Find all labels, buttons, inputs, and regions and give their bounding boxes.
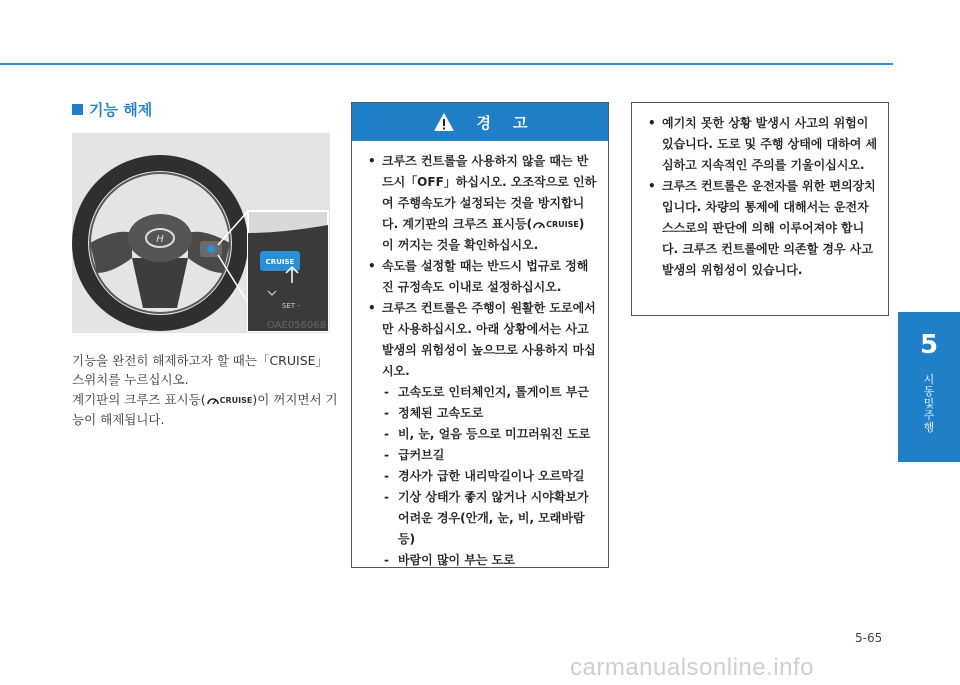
warning-continued-item-2: • 크루즈 컨트롤은 운전자를 위한 편의장치입니다. 차량의 통제에 대해서는 운전자 스스로의 판단에 의해 이루어져야 합니다. 크루즈 컨트롤에만 의존할 경우 사고 발생의 위험성이 있습니다. [648,176,878,281]
warning-sub-item: - 정체된 고속도로 [382,403,598,424]
warning-list [352,151,608,571]
cruise-button-label: CRUISE [265,258,295,266]
cruise-indicator-text: CRUISE [219,396,253,405]
page-number: 5-65 [855,631,883,645]
section-title-text: 기능 해제 [89,101,153,119]
warning-sub-item: - 바람이 많이 부는 도로 [382,550,598,571]
chapter-number: 5 [919,330,939,360]
chapter-label: 시동 및 주행 [923,373,935,434]
warning-triangle-icon [433,112,455,132]
body-paragraph-2-end: )이 꺼지면서 기능이 해제됩니다. [72,392,338,427]
warning-item-2: • 속도를 설정할 때는 반드시 법규로 정해진 규정속도 이내로 설정하십시오. [368,256,598,298]
body-paragraph-2-start: 계기판의 크루즈 표시등( [72,392,206,407]
steering-wheel-figure [72,133,330,333]
cruise-indicator-text: CRUISE [546,220,579,229]
figure-code: OAE056068 [266,320,326,331]
warning-box [351,102,609,568]
steering-wheel-illustration [72,133,330,333]
warning-sub-item: - 비, 눈, 얼음 등으로 미끄러워진 도로 [382,424,598,445]
warning-item-1-end: ) 이 꺼지는 것을 확인하십시오. [382,217,585,252]
watermark: carmanualsonline.info [570,654,814,681]
warning-sub-item: - 기상 상태가 좋지 않거나 시야확보가 어려운 경우(안개, 눈, 비, 모래바람 등) [382,487,598,550]
warning-item-1 [368,151,598,256]
warning-header [352,103,608,141]
warning-item-3 [368,298,598,571]
warning-item-1-start: 크루즈 컨트롤을 사용하지 않을 때는 반드시「OFF」하십시오. 오조작으로 인하여 주행속도가 설정되는 것을 방지합니다. 계기판의 크루즈 표시등( [382,154,597,231]
set-button-label: SET - [282,302,300,310]
warning-sub-list [382,382,598,571]
body-paragraph-2 [72,390,342,429]
warning-title-2: 고 [513,113,528,132]
header-rule [0,63,893,65]
body-text [72,351,342,430]
warning-sub-item: - 경사가 급한 내리막길이나 오르막길 [382,466,598,487]
warning-sub-item: - 고속도로 인터체인지, 톨게이트 부근 [382,382,598,403]
warning-continued-list [632,113,888,281]
svg-text:H: H [156,234,164,245]
square-bullet-icon [72,104,83,115]
cruise-indicator-icon [532,220,546,230]
warning-continued-item-1: • 예기치 못한 상황 발생시 사고의 위험이 있습니다. 도로 및 주행 상태에 대하여 세심하고 지속적인 주의를 기울이십시오. [648,113,878,176]
warning-title-1: 경 [476,113,491,132]
section-title [72,99,152,120]
warning-continued-box [631,102,889,316]
warning-sub-item: - 급커브길 [382,445,598,466]
warning-item-3-text: 크루즈 컨트롤은 주행이 원활한 도로에서만 사용하십시오. 아래 상황에서는 사고 발생의 위험성이 높으므로 사용하지 마십시오. [382,301,596,378]
body-paragraph-1: 기능을 완전히 해제하고자 할 때는「CRUISE」 스위치를 누르십시오. [72,353,329,387]
chapter-tab [898,312,960,462]
cruise-indicator-icon [206,396,220,406]
